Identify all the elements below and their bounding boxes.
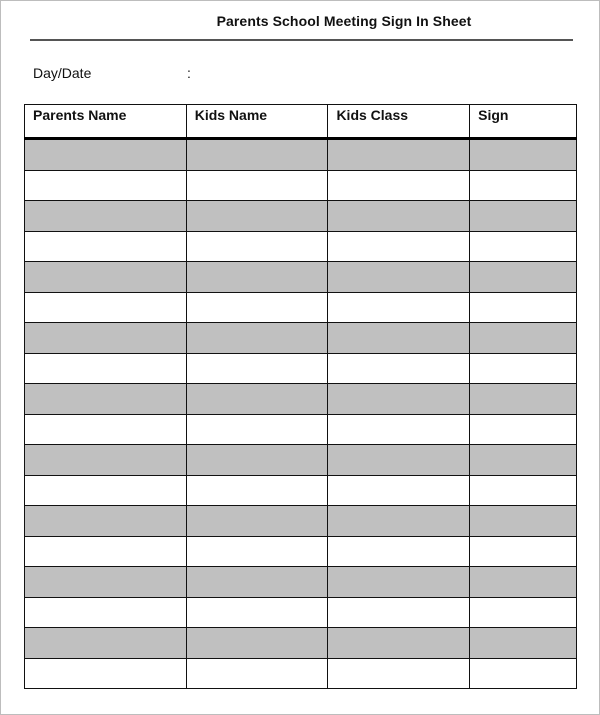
- table-row: [25, 597, 577, 628]
- table-row: [25, 445, 577, 476]
- cell-kids-class[interactable]: [328, 414, 470, 445]
- table-row: [25, 292, 577, 323]
- cell-parents-name[interactable]: [25, 567, 187, 598]
- cell-kids-name[interactable]: [186, 323, 328, 354]
- cell-parents-name[interactable]: [25, 628, 187, 659]
- header-kids-class: Kids Class: [328, 105, 470, 139]
- cell-sign[interactable]: [470, 262, 577, 293]
- cell-parents-name[interactable]: [25, 445, 187, 476]
- sign-in-table: [24, 104, 577, 689]
- cell-kids-class[interactable]: [328, 139, 470, 171]
- cell-kids-class[interactable]: [328, 475, 470, 506]
- cell-kids-class[interactable]: [328, 353, 470, 384]
- cell-kids-name[interactable]: [186, 445, 328, 476]
- cell-kids-class[interactable]: [328, 536, 470, 567]
- table-row: [25, 414, 577, 445]
- cell-kids-class[interactable]: [328, 506, 470, 537]
- cell-parents-name[interactable]: [25, 384, 187, 415]
- cell-sign[interactable]: [470, 139, 577, 171]
- table-row: [25, 323, 577, 354]
- cell-sign[interactable]: [470, 323, 577, 354]
- cell-kids-name[interactable]: [186, 262, 328, 293]
- table-row: [25, 475, 577, 506]
- header-parents-name: Parents Name: [25, 105, 187, 139]
- cell-sign[interactable]: [470, 597, 577, 628]
- cell-kids-class[interactable]: [328, 262, 470, 293]
- cell-kids-name[interactable]: [186, 414, 328, 445]
- cell-kids-name[interactable]: [186, 597, 328, 628]
- cell-parents-name[interactable]: [25, 292, 187, 323]
- cell-kids-name[interactable]: [186, 658, 328, 689]
- header-kids-name: Kids Name: [186, 105, 328, 139]
- cell-kids-class[interactable]: [328, 628, 470, 659]
- cell-kids-name[interactable]: [186, 353, 328, 384]
- cell-kids-name[interactable]: [186, 628, 328, 659]
- cell-kids-class[interactable]: [328, 201, 470, 232]
- cell-parents-name[interactable]: [25, 170, 187, 201]
- cell-sign[interactable]: [470, 414, 577, 445]
- cell-parents-name[interactable]: [25, 658, 187, 689]
- cell-sign[interactable]: [470, 201, 577, 232]
- cell-kids-class[interactable]: [328, 567, 470, 598]
- table-row: [25, 658, 577, 689]
- table-row: [25, 567, 577, 598]
- table-row: [25, 536, 577, 567]
- page-title: Parents School Meeting Sign In Sheet: [216, 13, 472, 29]
- cell-sign[interactable]: [470, 170, 577, 201]
- cell-parents-name[interactable]: [25, 201, 187, 232]
- cell-sign[interactable]: [470, 536, 577, 567]
- cell-kids-name[interactable]: [186, 170, 328, 201]
- table-row: [25, 353, 577, 384]
- cell-sign[interactable]: [470, 353, 577, 384]
- cell-kids-class[interactable]: [328, 231, 470, 262]
- header-sign: Sign: [470, 105, 577, 139]
- cell-parents-name[interactable]: [25, 475, 187, 506]
- cell-parents-name[interactable]: [25, 139, 187, 171]
- cell-kids-class[interactable]: [328, 323, 470, 354]
- cell-parents-name[interactable]: [25, 231, 187, 262]
- cell-kids-name[interactable]: [186, 231, 328, 262]
- cell-parents-name[interactable]: [25, 262, 187, 293]
- cell-kids-name[interactable]: [186, 536, 328, 567]
- cell-kids-name[interactable]: [186, 506, 328, 537]
- table-row: [25, 139, 577, 171]
- cell-kids-name[interactable]: [186, 201, 328, 232]
- cell-parents-name[interactable]: [25, 414, 187, 445]
- cell-sign[interactable]: [470, 506, 577, 537]
- cell-sign[interactable]: [470, 658, 577, 689]
- cell-parents-name[interactable]: [25, 353, 187, 384]
- cell-kids-class[interactable]: [328, 658, 470, 689]
- cell-parents-name[interactable]: [25, 506, 187, 537]
- cell-kids-name[interactable]: [186, 292, 328, 323]
- cell-parents-name[interactable]: [25, 597, 187, 628]
- cell-parents-name[interactable]: [25, 536, 187, 567]
- cell-sign[interactable]: [470, 231, 577, 262]
- cell-sign[interactable]: [470, 445, 577, 476]
- header-row: [25, 105, 577, 139]
- table-row: [25, 262, 577, 293]
- cell-kids-class[interactable]: [328, 445, 470, 476]
- cell-kids-name[interactable]: [186, 384, 328, 415]
- cell-parents-name[interactable]: [25, 323, 187, 354]
- title-divider: [30, 39, 573, 41]
- table-row: [25, 384, 577, 415]
- cell-sign[interactable]: [470, 384, 577, 415]
- cell-sign[interactable]: [470, 292, 577, 323]
- table-row: [25, 231, 577, 262]
- cell-sign[interactable]: [470, 475, 577, 506]
- cell-kids-class[interactable]: [328, 597, 470, 628]
- cell-sign[interactable]: [470, 628, 577, 659]
- cell-kids-name[interactable]: [186, 475, 328, 506]
- cell-kids-name[interactable]: [186, 567, 328, 598]
- cell-kids-class[interactable]: [328, 384, 470, 415]
- cell-kids-class[interactable]: [328, 170, 470, 201]
- table-row: [25, 170, 577, 201]
- cell-sign[interactable]: [470, 567, 577, 598]
- cell-kids-name[interactable]: [186, 139, 328, 171]
- date-separator: :: [187, 65, 191, 81]
- table-row: [25, 628, 577, 659]
- table-row: [25, 201, 577, 232]
- cell-kids-class[interactable]: [328, 292, 470, 323]
- table-row: [25, 506, 577, 537]
- date-label: Day/Date: [33, 65, 92, 81]
